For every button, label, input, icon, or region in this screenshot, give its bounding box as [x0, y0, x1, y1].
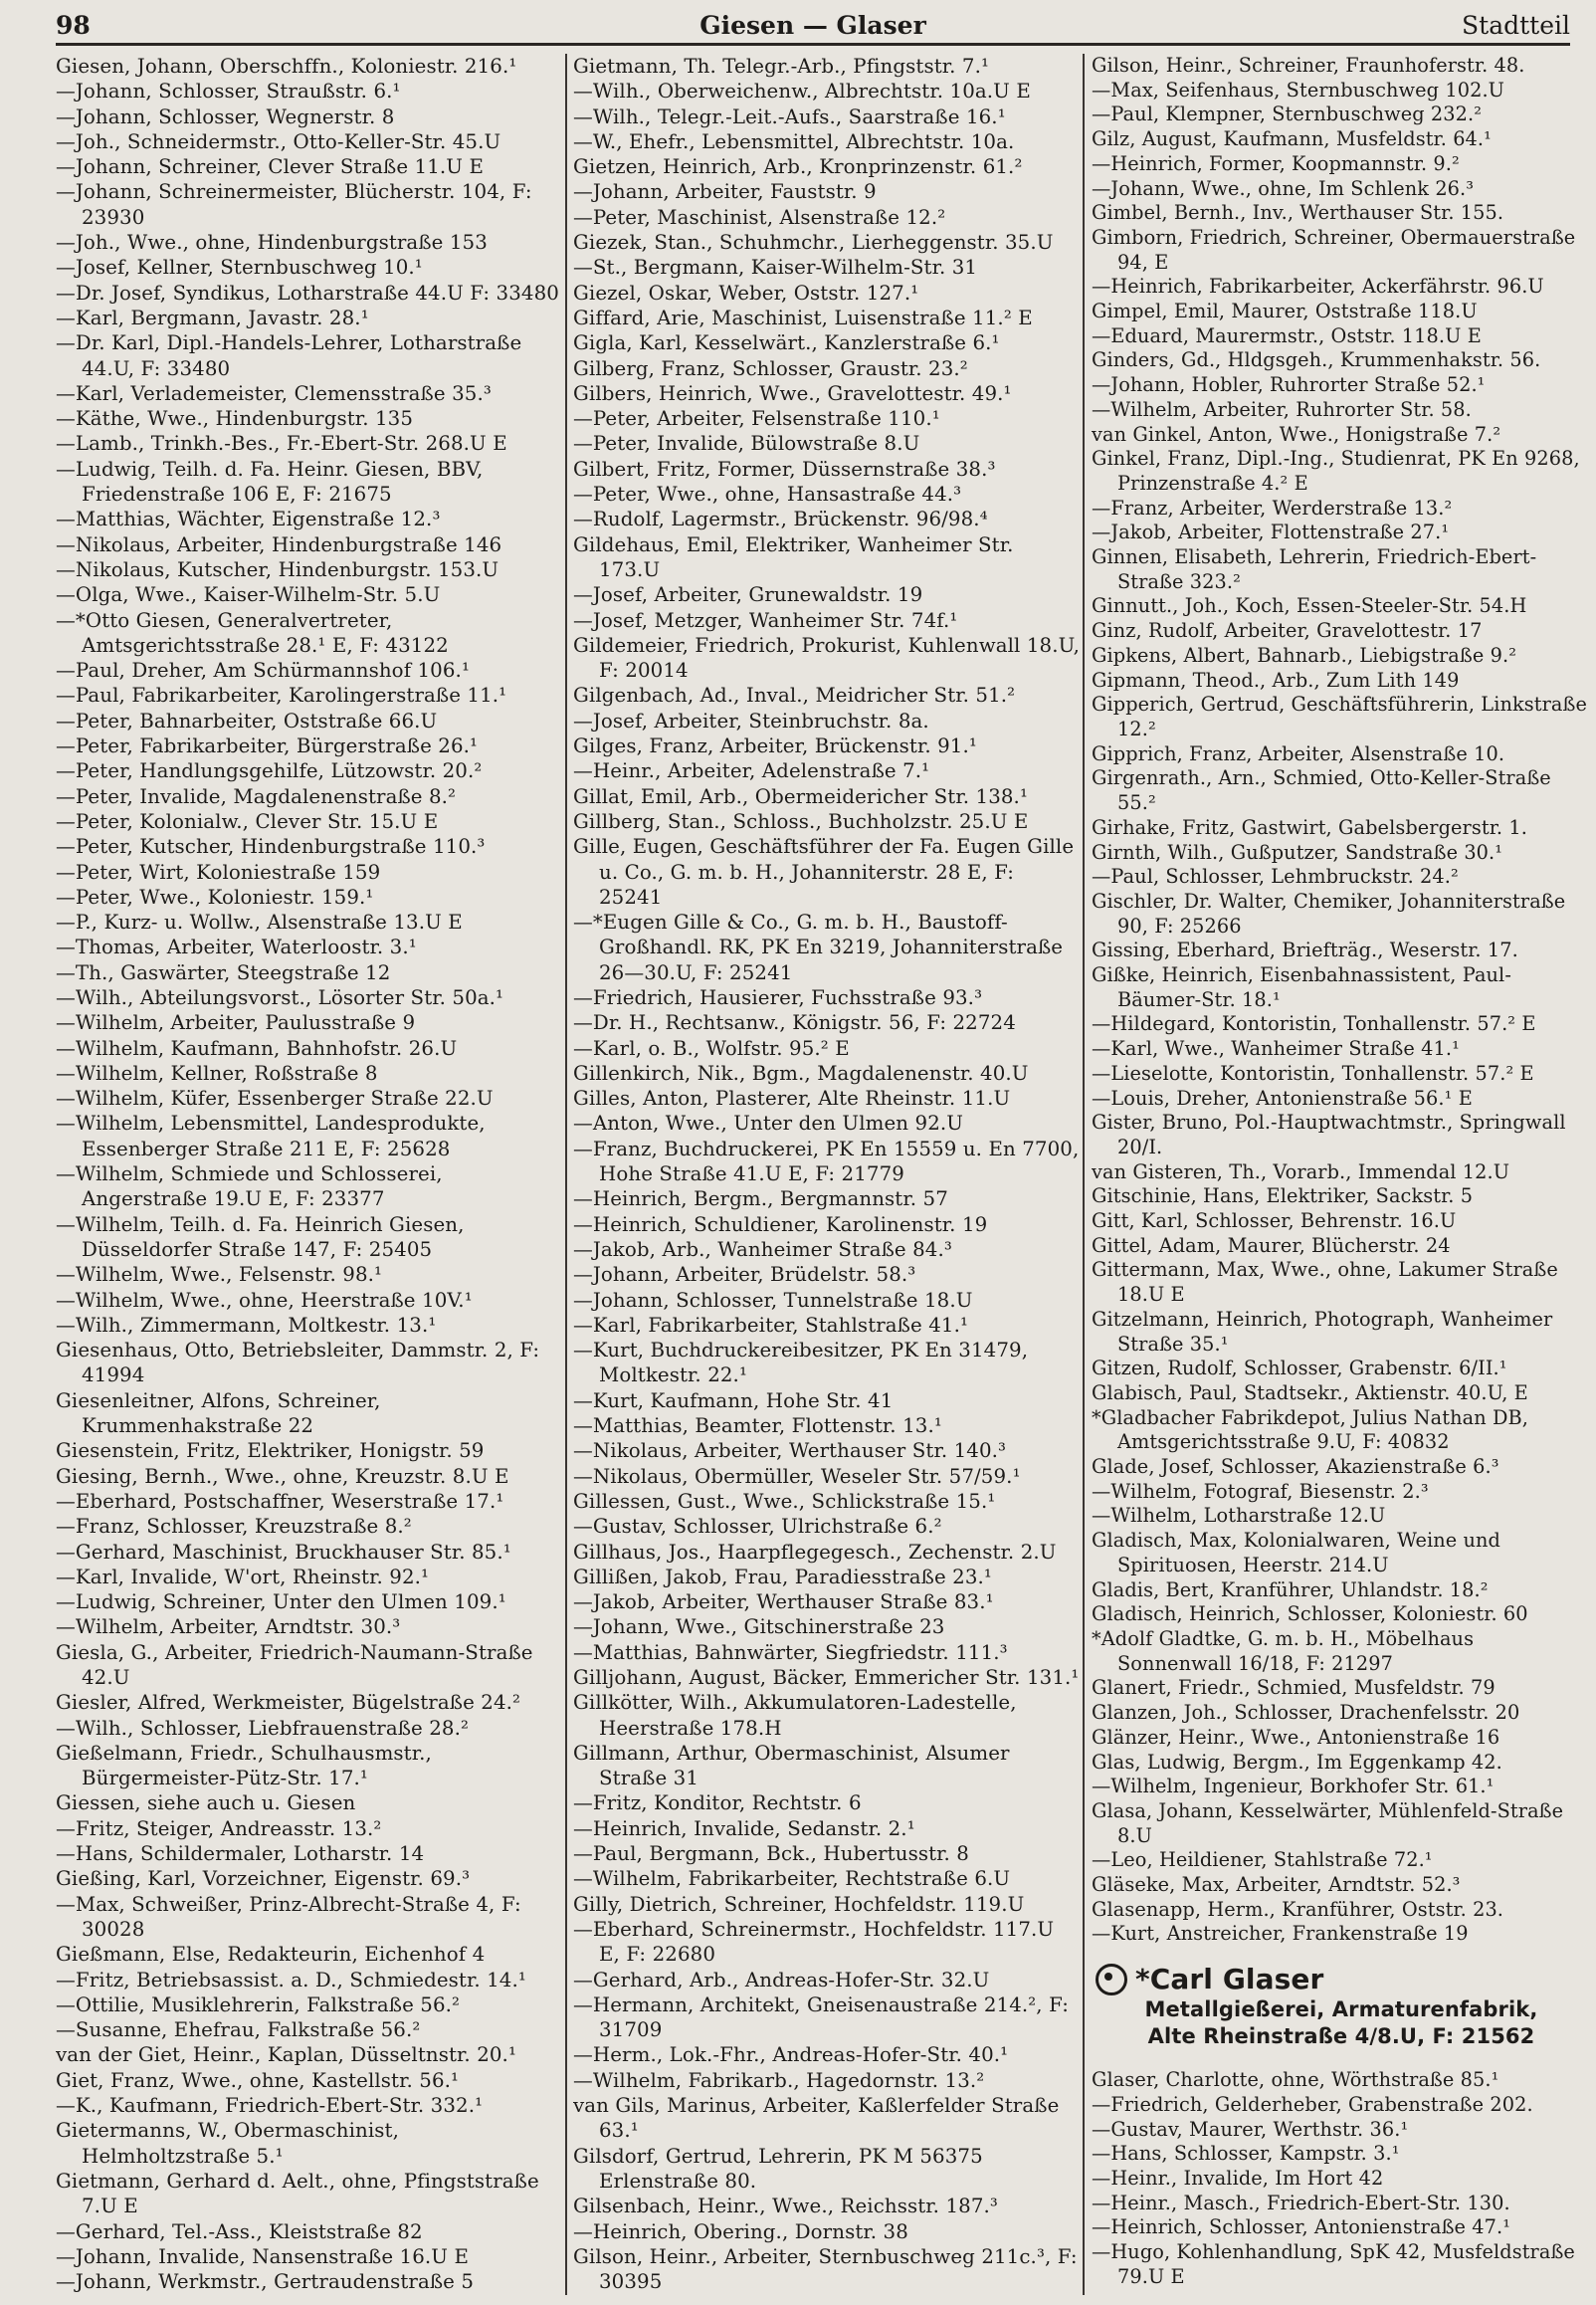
directory-entry: —Fritz, Steiger, Andreasstr. 13.² [56, 1816, 382, 1840]
directory-entry: Girnth, Wilh., Gußputzer, Sandstraße 30.¹ [1092, 840, 1503, 864]
directory-entry: Girhake, Fritz, Gastwirt, Gabelsbergerstr. 1. [1092, 815, 1527, 839]
directory-entry: —Peter, Handlungsgehilfe, Lützowstr. 20.² [56, 759, 483, 783]
directory-entry: —Peter, Wwe., ohne, Hansastraße 44.³ [573, 483, 962, 507]
directory-entry: —Lieselotte, Kontoristin, Tonhallenstr. 57.² E [1092, 1061, 1534, 1085]
directory-entry: —Heinr., Arbeiter, Adelenstraße 7.¹ [573, 759, 930, 783]
directory-entry: —Josef, Arbeiter, Steinbruchstr. 8a. [573, 709, 929, 733]
directory-entry: Gillenkirch, Nik., Bgm., Magdalenenstr. 40.U [573, 1061, 1029, 1085]
directory-entry: —Max, Seifenhaus, Sternbuschweg 102.U [1092, 78, 1505, 102]
directory-entry: Glanert, Friedr., Schmied, Musfeldstr. 79 [1092, 1676, 1496, 1700]
directory-entry: —Peter, Bahnarbeiter, Oststraße 66.U [56, 709, 438, 733]
directory-entry: —Fritz, Betriebsassist. a. D., Schmiedestr. 14.¹ [56, 1968, 526, 1991]
directory-entry: Ginders, Gd., Hldgsgeh., Krummenhakstr. 56. [1092, 348, 1541, 372]
directory-entry: —Heinr., Invalide, Im Hort 42 [1092, 2166, 1384, 2190]
directory-entry: —Dr. Karl, Dipl.-Handels-Lehrer, Lotharstraße 44.U, F: 33480 [56, 331, 522, 380]
directory-entry: —Nikolaus, Kutscher, Hindenburgstr. 153.U [56, 557, 499, 581]
directory-entry: —Eduard, Maurermstr., Oststr. 118.U E [1092, 323, 1482, 347]
directory-entry: Glabisch, Paul, Stadtsekr., Aktienstr. 40.U, E [1092, 1380, 1528, 1404]
directory-entry: Giesenhaus, Otto, Betriebsleiter, Dammstr. 2, F: 41994 [56, 1339, 540, 1387]
directory-entry: —Paul, Schlosser, Lehmbruckstr. 24.² [1092, 865, 1459, 889]
directory-entry: —St., Bergmann, Kaiser-Wilhelm-Str. 31 [573, 256, 978, 280]
directory-entry: Gilbert, Fritz, Former, Düssernstraße 38.³ [573, 457, 996, 481]
directory-entry: van der Giet, Heinr., Kaplan, Düsseltnstr. 20.¹ [56, 2043, 516, 2067]
directory-entry: Gilson, Heinr., Schreiner, Fraunhoferstr. 48. [1092, 54, 1525, 77]
directory-entry: —Peter, Fabrikarbeiter, Bürgerstraße 26.¹ [56, 734, 479, 758]
directory-entry: van Gils, Marinus, Arbeiter, Kaßlerfelder Straße 63.¹ [573, 2094, 1060, 2143]
directory-entry: —K., Kaufmann, Friedrich-Ebert-Str. 332.¹ [56, 2094, 484, 2118]
directory-entry: Giesen, Johann, Oberschffn., Koloniestr. 216.¹ [56, 55, 517, 78]
directory-entry: Gillißen, Jakob, Frau, Paradiesstraße 23.¹ [573, 1565, 992, 1588]
directory-entry: —Wilhelm, Schmiede und Schlosserei, Angerstraße 19.U E, F: 23377 [56, 1162, 443, 1211]
directory-entry: Giezek, Stan., Schuhmchr., Lierheggenstr. 35.U [573, 231, 1054, 255]
directory-entry: Giffard, Arie, Maschinist, Luisenstraße 11.² E [573, 306, 1033, 329]
directory-entry: —*Otto Giesen, Generalvertreter, Amtsgerichtsstraße 28.¹ E, F: 43122 [56, 608, 449, 657]
directory-entry: —Paul, Dreher, Am Schürmannshof 106.¹ [56, 659, 470, 683]
directory-entry: —Karl, Bergmann, Javastr. 28.¹ [56, 306, 369, 329]
directory-entry: —Gustav, Maurer, Werthstr. 36.¹ [1092, 2117, 1409, 2141]
directory-entry: van Ginkel, Anton, Wwe., Honigstraße 7.² [1092, 422, 1501, 446]
directory-entry: Giesler, Alfred, Werkmeister, Bügelstraße 24.² [56, 1691, 521, 1715]
page-number: 98 [56, 11, 91, 40]
directory-entry: —Matthias, Wächter, Eigenstraße 12.³ [56, 508, 441, 531]
directory-entry: —Susanne, Ehefrau, Falkstraße 56.² [56, 2018, 421, 2042]
directory-entry: —Wilhelm, Kellner, Roßstraße 8 [56, 1061, 378, 1085]
directory-entry: Gillessen, Gust., Wwe., Schlickstraße 15.¹ [573, 1489, 996, 1513]
directory-entry: Gilly, Dietrich, Schreiner, Hochfeldstr. 119.U [573, 1892, 1025, 1916]
directory-entry: Giessen, siehe auch u. Giesen [56, 1791, 356, 1815]
directory-entry: —Wilhelm, Ingenieur, Borkhofer Str. 61.¹ [1092, 1775, 1495, 1798]
directory-entry: Gilges, Franz, Arbeiter, Brückenstr. 91.¹ [573, 734, 977, 758]
directory-entry: Giesenleitner, Alfons, Schreiner, Krummenhakstraße 22 [56, 1388, 381, 1438]
directory-entry: —Eberhard, Postschaffner, Weserstraße 17.¹ [56, 1489, 504, 1513]
directory-entry: —Jakob, Arb., Wanheimer Straße 84.³ [573, 1237, 952, 1261]
column-2 [573, 54, 1081, 2295]
directory-entry: Gipkens, Albert, Bahnarb., Liebigstraße 9.² [1092, 643, 1517, 667]
directory-entry: —Wilhelm, Arbeiter, Arndtstr. 30.³ [56, 1615, 401, 1639]
directory-entry: Gipprich, Franz, Arbeiter, Alsenstraße 10. [1092, 741, 1505, 765]
directory-entry: —Heinrich, Former, Koopmannstr. 9.² [1092, 151, 1460, 175]
directory-entry: Gilljohann, August, Bäcker, Emmericher Str. 131.¹ [573, 1666, 1080, 1689]
directory-entry: —Hugo, Kohlenhandlung, SpK 42, Musfeldstraße 79.U E [1092, 2240, 1575, 2288]
directory-entry: —Olga, Wwe., Kaiser-Wilhelm-Str. 5.U [56, 583, 441, 607]
directory-entry: Gladis, Bert, Kranführer, Uhlandstr. 18.² [1092, 1577, 1489, 1601]
directory-entry: —Gerhard, Arb., Andreas-Hofer-Str. 32.U [573, 1968, 990, 1991]
directory-entry: —W., Ehefr., Lebensmittel, Albrechtstr. 10a. [573, 129, 1015, 153]
directory-entry: Gietermanns, W., Obermaschinist, Helmholtzstraße 5.¹ [56, 2119, 399, 2168]
directory-entry: Glasa, Johann, Kesselwärter, Mühlenfeld-Straße 8.U [1092, 1798, 1564, 1847]
directory-entry: —Josef, Kellner, Sternbuschweg 10.¹ [56, 256, 423, 280]
column-divider [1083, 54, 1085, 2295]
directory-entry: Ginz, Rudolf, Arbeiter, Gravelottestr. 17 [1092, 619, 1483, 643]
directory-entry: Gildehaus, Emil, Elektriker, Wanheimer Str. 173.U [573, 532, 1014, 581]
directory-entry: Gischler, Dr. Walter, Chemiker, Johanniterstraße 90, F: 25266 [1092, 889, 1566, 938]
directory-entry: —Louis, Dreher, Antonienstraße 56.¹ E [1092, 1086, 1473, 1110]
directory-entry: —Friedrich, Gelderheber, Grabenstraße 202. [1092, 2092, 1533, 2116]
directory-entry: Gipmann, Theod., Arb., Zum Lith 149 [1092, 668, 1460, 692]
directory-entry: —Matthias, Bahnwärter, Siegfriedstr. 111.³ [573, 1640, 1008, 1664]
directory-entry: —Wilhelm, Fotograf, Biesenstr. 2.³ [1092, 1479, 1429, 1503]
directory-entry: —Wilh., Schlosser, Liebfrauenstraße 28.² [56, 1716, 470, 1740]
directory-entry: —Heinrich, Schlosser, Antonienstraße 47.¹ [1092, 2215, 1511, 2239]
directory-entry: Gilbers, Heinrich, Wwe., Gravelottestr. 49.¹ [573, 381, 1012, 405]
directory-entry: —Anton, Wwe., Unter den Ulmen 92.U [573, 1112, 964, 1136]
directory-entry: Gillkötter, Wilh., Akkumulatoren-Ladestelle, Heerstraße 178.H [573, 1691, 1017, 1740]
directory-entry: —Paul, Klempner, Sternbuschweg 232.² [1092, 103, 1483, 126]
directory-entry: —Nikolaus, Arbeiter, Hindenburgstraße 146 [56, 532, 502, 556]
directory-entry: —Franz, Buchdruckerei, PK En 15559 u. En 7700, Hohe Straße 41.U E, F: 21779 [573, 1137, 1080, 1186]
directory-entry: —Dr. H., Rechtsanw., Königstr. 56, F: 22724 [573, 1011, 1016, 1035]
directory-entry: —Ottilie, Musiklehrerin, Falkstraße 56.² [56, 1992, 461, 2016]
directory-entry: —Wilhelm, Fabrikarbeiter, Rechtstraße 6.U [573, 1867, 1011, 1891]
column-1 [56, 54, 563, 2295]
directory-entry: Gießing, Karl, Vorzeichner, Eigenstr. 69.³ [56, 1867, 471, 1891]
directory-entry: Giesing, Bernh., Wwe., ohne, Kreuzstr. 8.U E [56, 1464, 509, 1488]
directory-entry: *Adolf Gladtke, G. m. b. H., Möbelhaus Sonnenwall 16/18, F: 21297 [1092, 1627, 1475, 1675]
directory-entry: —Eberhard, Schreinermstr., Hochfeldstr. 117.U E, F: 22680 [573, 1917, 1055, 1967]
page-header [56, 0, 1570, 46]
directory-entry: —Karl, Invalide, W'ort, Rheinstr. 92.¹ [56, 1565, 430, 1588]
directory-entry: Ginnen, Elisabeth, Lehrerin, Friedrich-Ebert-Straße 323.² [1092, 545, 1537, 593]
directory-entry: —*Eugen Gille & Co., G. m. b. H., Baustoff-Großhandl. RK, PK En 3219, Johanniterstraße 26—30.U, F: 25241 [573, 911, 1064, 984]
directory-entry: —Kurt, Kaufmann, Hohe Str. 41 [573, 1388, 894, 1412]
company-logo-icon [1096, 1964, 1127, 1995]
directory-entry: Gipperich, Gertrud, Geschäftsführerin, Linkstraße 12.² [1092, 693, 1588, 740]
directory-entry: —Gerhard, Maschinist, Bruckhauser Str. 85.¹ [56, 1540, 511, 1564]
column-3 [1092, 54, 1591, 2295]
directory-entry: Gießelmann, Friedr., Schulhausmstr., Bürgermeister-Pütz-Str. 17.¹ [56, 1741, 432, 1790]
column-divider [565, 54, 567, 2295]
directory-entry: —Th., Gaswärter, Steegstraße 12 [56, 960, 391, 984]
directory-entry: Gißke, Heinrich, Eisenbahnassistent, Paul-Bäumer-Str. 18.¹ [1092, 963, 1511, 1011]
directory-entry: —Heinrich, Schuldiener, Karolinenstr. 19 [573, 1212, 988, 1236]
directory-entry: Gimborn, Friedrich, Schreiner, Obermauerstraße 94, E [1092, 225, 1576, 274]
section-label: Stadtteil [1462, 11, 1570, 40]
directory-entry: Gläseke, Max, Arbeiter, Arndtstr. 52.³ [1092, 1873, 1461, 1897]
directory-entry: —Johann, Wwe., Gitschinerstraße 23 [573, 1615, 945, 1639]
directory-entry: —Leo, Heildiener, Stahlstraße 72.¹ [1092, 1848, 1433, 1872]
directory-entry: —Johann, Arbeiter, Brüdelstr. 58.³ [573, 1263, 916, 1287]
directory-entry: —Johann, Werkmstr., Gertraudenstraße 5 [56, 2270, 475, 2294]
directory-entry: Giesenstein, Fritz, Elektriker, Honigstr. 59 [56, 1439, 485, 1463]
directory-entry: —Peter, Wwe., Koloniestr. 159.¹ [56, 885, 374, 909]
directory-entry: —Wilh., Oberweichenw., Albrechtstr. 10a.U E [573, 80, 1031, 104]
directory-entry: Gilles, Anton, Plasterer, Alte Rheinstr. 11.U [573, 1087, 1011, 1111]
directory-entry: Gilsenbach, Heinr., Wwe., Reichsstr. 187.³ [573, 2195, 998, 2218]
directory-entry: —Wilhelm, Wwe., Felsenstr. 98.¹ [56, 1263, 383, 1287]
directory-entry: —Heinrich, Fabrikarbeiter, Ackerfährstr. 96.U [1092, 275, 1544, 299]
directory-entry: Gittel, Adam, Maurer, Blücherstr. 24 [1092, 1233, 1451, 1257]
directory-entry: *Gladbacher Fabrikdepot, Julius Nathan DB, Amtsgerichtsstraße 9.U, F: 40832 [1092, 1405, 1528, 1454]
directory-entry: Gildemeier, Friedrich, Prokurist, Kuhlenwall 18.U, F: 20014 [573, 633, 1080, 683]
column-3-entries-bottom [1092, 2068, 1591, 2289]
directory-entry: Gilz, August, Kaufmann, Musfeldstr. 64.¹ [1092, 127, 1492, 151]
directory-entry: —Herm., Lok.-Fhr., Andreas-Hofer-Str. 40.¹ [573, 2043, 1009, 2067]
directory-entry: —Peter, Invalide, Magdalenenstraße 8.² [56, 784, 457, 808]
directory-entry: —Gerhard, Tel.-Ass., Kleiststraße 82 [56, 2219, 423, 2243]
directory-entry: —Wilhelm, Kaufmann, Bahnhofstr. 26.U [56, 1036, 458, 1060]
directory-entry: Gietmann, Th. Telegr.-Arb., Pfingststr. 7.¹ [573, 55, 990, 78]
directory-entry: —Fritz, Konditor, Rechtstr. 6 [573, 1791, 862, 1815]
directory-entry: Gille, Eugen, Geschäftsführer der Fa. Eugen Gille u. Co., G. m. b. H., Johanniterstr. 28 E, F: 25241 [573, 835, 1075, 909]
directory-entry: Gilson, Heinr., Arbeiter, Sternbuschweg 211c.³, F: 30395 [573, 2244, 1078, 2294]
directory-entry: —Max, Schweißer, Prinz-Albrecht-Straße 4, F: 30028 [56, 1892, 521, 1941]
directory-entry: —Joh., Wwe., ohne, Hindenburgstraße 153 [56, 231, 488, 255]
directory-entry: —Wilhelm, Wwe., ohne, Heerstraße 10V.¹ [56, 1288, 473, 1312]
directory-entry: —Heinrich, Bergm., Bergmannstr. 57 [573, 1187, 948, 1211]
directory-entry: —Franz, Schlosser, Kreuzstraße 8.² [56, 1515, 412, 1539]
directory-entry: —Karl, o. B., Wolfstr. 95.² E [573, 1036, 850, 1060]
directory-entry: Gladisch, Heinrich, Schlosser, Koloniestr. 60 [1092, 1602, 1528, 1626]
directory-entry: —Nikolaus, Arbeiter, Werthauser Str. 140.³ [573, 1439, 1007, 1463]
directory-entry: —Wilhelm, Lebensmittel, Landesprodukte, Essenberger Straße 211 E, F: 25628 [56, 1112, 486, 1160]
directory-entry: Girgenrath., Arn., Schmied, Otto-Keller-Straße 55.² [1092, 766, 1551, 815]
directory-entry: —Hildegard, Kontoristin, Tonhallenstr. 57.² E [1092, 1012, 1536, 1036]
directory-entry: Gietzen, Heinrich, Arb., Kronprinzenstr. 61.² [573, 155, 1023, 179]
directory-entry: —Wilhelm, Lotharstraße 12.U [1092, 1504, 1386, 1528]
directory-entry: —Johann, Schlosser, Wegnerstr. 8 [56, 105, 395, 128]
directory-entry: Giet, Franz, Wwe., ohne, Kastellstr. 56.¹ [56, 2068, 460, 2092]
directory-entry: —Peter, Kutscher, Hindenburgstraße 110.³ [56, 835, 486, 859]
directory-entry: —Karl, Wwe., Wanheimer Straße 41.¹ [1092, 1037, 1460, 1061]
directory-entry: —Johann, Schreinermeister, Blücherstr. 104, F: 23930 [56, 180, 532, 229]
directory-entry: —Johann, Hobler, Ruhrorter Straße 52.¹ [1092, 373, 1486, 397]
directory-entry: —Paul, Bergmann, Bck., Hubertusstr. 8 [573, 1842, 969, 1866]
directory-entry: —Johann, Schreiner, Clever Straße 11.U E [56, 155, 484, 179]
directory-entry: Gilsdorf, Gertrud, Lehrerin, PK M 56375 Erlenstraße 80. [573, 2144, 983, 2193]
directory-entry: Gimbel, Bernh., Inv., Werthauser Str. 155. [1092, 201, 1504, 225]
directory-entry: —Heinrich, Obering., Dornstr. 38 [573, 2219, 908, 2243]
directory-entry: —Ludwig, Schreiner, Unter den Ulmen 109.¹ [56, 1590, 506, 1614]
directory-entry: Gitzen, Rudolf, Schlosser, Grabenstr. 6/II.¹ [1092, 1357, 1507, 1380]
directory-entry: —Wilh., Abteilungsvorst., Lösorter Str. 50a.¹ [56, 985, 504, 1009]
directory-entry: —P., Kurz- u. Wollw., Alsenstraße 13.U E [56, 911, 463, 935]
directory-entry: Gietmann, Gerhard d. Aelt., ohne, Pfingststraße 7.U E [56, 2169, 539, 2218]
directory-entry: Gillhaus, Jos., Haarpflegegesch., Zechenstr. 2.U [573, 1540, 1057, 1564]
directory-entry: —Ludwig, Teilh. d. Fa. Heinr. Giesen, BBV, Friedenstraße 106 E, F: 21675 [56, 457, 484, 507]
directory-entry: —Rudolf, Lagermstr., Brückenstr. 96/98.⁴ [573, 508, 988, 531]
directory-entry: —Wilh., Zimmermann, Moltkestr. 13.¹ [56, 1313, 437, 1337]
directory-entry: —Jakob, Arbeiter, Werthauser Straße 83.¹ [573, 1590, 994, 1614]
directory-entry: Glasenapp, Herm., Kranführer, Oststr. 23. [1092, 1897, 1504, 1921]
directory-entry: —Nikolaus, Obermüller, Weseler Str. 57/59.¹ [573, 1464, 1021, 1488]
directory-entry: Gittermann, Max, Wwe., ohne, Lakumer Straße 18.U E [1092, 1258, 1558, 1307]
directory-entry: —Karl, Fabrikarbeiter, Stahlstraße 41.¹ [573, 1313, 968, 1337]
directory-entry: —Johann, Wwe., ohne, Im Schlenk 26.³ [1092, 176, 1475, 200]
directory-entry: —Käthe, Wwe., Hindenburgstr. 135 [56, 407, 414, 431]
directory-entry: —Lamb., Trinkh.-Bes., Fr.-Ebert-Str. 268.U E [56, 432, 507, 456]
directory-entry: Gister, Bruno, Pol.-Hauptwachtmstr., Springwall 20/I. [1092, 1111, 1566, 1158]
directory-entry: Gissing, Eberhard, Briefträg., Weserstr. 17. [1092, 939, 1518, 962]
directory-entry: Giezel, Oskar, Weber, Oststr. 127.¹ [573, 281, 919, 305]
directory-entry: —Johann, Schlosser, Straußstr. 6.¹ [56, 80, 401, 104]
page-title: Giesen — Glaser [699, 11, 926, 40]
directory-entry: —Peter, Kolonialw., Clever Str. 15.U E [56, 809, 439, 833]
directory-entry: —Joh., Schneidermstr., Otto-Keller-Str. 45.U [56, 129, 501, 153]
directory-entry: Giesla, G., Arbeiter, Friedrich-Naumann-Straße 42.U [56, 1640, 533, 1689]
directory-entry: —Kurt, Anstreicher, Frankenstraße 19 [1092, 1922, 1469, 1946]
ad-company-name: *Carl Glaser [1135, 1963, 1324, 1996]
directory-entry: —Peter, Maschinist, Alsenstraße 12.² [573, 205, 946, 229]
directory-entry: —Kurt, Buchdruckereibesitzer, PK En 31479, Moltkestr. 22.¹ [573, 1339, 1029, 1387]
directory-entry: —Peter, Invalide, Bülowstraße 8.U [573, 432, 920, 456]
directory-entry: —Peter, Wirt, Koloniestraße 159 [56, 860, 381, 884]
directory-entry: Gilberg, Franz, Schlosser, Graustr. 23.² [573, 356, 968, 380]
directory-entry: Gillat, Emil, Arb., Obermeidericher Str. 138.¹ [573, 784, 1028, 808]
directory-entry: Glanzen, Joh., Schlosser, Drachenfelsstr. 20 [1092, 1701, 1520, 1725]
directory-entry: —Wilhelm, Teilh. d. Fa. Heinrich Giesen, Düsseldorfer Straße 147, F: 25405 [56, 1212, 465, 1261]
directory-entry: —Karl, Verlademeister, Clemensstraße 35.³ [56, 381, 492, 405]
directory-entry: Gitt, Karl, Schlosser, Behrenstr. 16.U [1092, 1209, 1457, 1233]
directory-entry: —Peter, Arbeiter, Felsenstraße 110.¹ [573, 407, 940, 431]
directory-entry: Gladisch, Max, Kolonialwaren, Weine und Spirituosen, Heerstr. 214.U [1092, 1529, 1500, 1576]
ad-line-2: Alte Rheinstraße 4/8.U, F: 21562 [1147, 2024, 1535, 2049]
directory-entry: —Josef, Metzger, Wanheimer Str. 74f.¹ [573, 608, 958, 632]
directory-entry: —Hans, Schildermaler, Lotharstr. 14 [56, 1842, 425, 1866]
directory-entry: —Heinrich, Invalide, Sedanstr. 2.¹ [573, 1816, 915, 1840]
directory-entry: Glas, Ludwig, Bergm., Im Eggenkamp 42. [1092, 1750, 1502, 1774]
directory-entry: —Jakob, Arbeiter, Flottenstraße 27.¹ [1092, 521, 1450, 544]
directory-entry: Gigla, Karl, Kesselwärt., Kanzlerstraße 6.¹ [573, 331, 1000, 355]
directory-entry: Gimpel, Emil, Maurer, Oststraße 118.U [1092, 300, 1478, 323]
directory-entry: —Johann, Arbeiter, Fauststr. 9 [573, 180, 877, 204]
directory-entry: Gitschinie, Hans, Elektriker, Sackstr. 5 [1092, 1184, 1474, 1208]
directory-entry: Ginkel, Franz, Dipl.-Ing., Studienrat, PK En 9268, Prinzenstraße 4.² E [1092, 447, 1580, 495]
directory-entry: Glade, Josef, Schlosser, Akazienstraße 6.³ [1092, 1455, 1499, 1479]
directory-entry: —Johann, Schlosser, Tunnelstraße 18.U [573, 1288, 973, 1312]
directory-entry: —Wilhelm, Arbeiter, Paulusstraße 9 [56, 1011, 416, 1035]
directory-entry: Glänzer, Heinr., Wwe., Antonienstraße 16 [1092, 1725, 1500, 1749]
directory-entry: —Wilhelm, Arbeiter, Ruhrorter Str. 58. [1092, 397, 1472, 421]
directory-entry: Gillmann, Arthur, Obermaschinist, Alsumer Straße 31 [573, 1741, 1010, 1790]
directory-entry: —Wilhelm, Küfer, Essenberger Straße 22.U [56, 1087, 494, 1111]
directory-entry: Ginnutt., Joh., Koch, Essen-Steeler-Str. 54.H [1092, 594, 1527, 618]
directory-entry: —Dr. Josef, Syndikus, Lotharstraße 44.U F: 33480 [56, 281, 559, 305]
directory-entry: Gillberg, Stan., Schloss., Buchholzstr. 25.U E [573, 809, 1029, 833]
directory-entry: Gitzelmann, Heinrich, Photograph, Wanheimer Straße 35.¹ [1092, 1307, 1553, 1356]
ad-line-1: Metallgießerei, Armaturenfabrik, [1144, 1997, 1538, 2022]
directory-entry: Glaser, Charlotte, ohne, Wörthstraße 85.¹ [1092, 2068, 1499, 2092]
advertisement-carl-glaser [1092, 1963, 1591, 2050]
directory-entry: —Josef, Arbeiter, Grunewaldstr. 19 [573, 583, 923, 607]
column-3-entries-top [1092, 54, 1591, 1947]
directory-entry: Gießmann, Else, Redakteurin, Eichenhof 4 [56, 1943, 486, 1967]
directory-entry: —Wilhelm, Fabrikarb., Hagedornstr. 13.² [573, 2068, 985, 2092]
directory-entry: —Paul, Fabrikarbeiter, Karolingerstraße 11.¹ [56, 684, 507, 708]
directory-entry: —Hermann, Architekt, Gneisenaustraße 214.², F: 31709 [573, 1992, 1069, 2042]
directory-entry: —Franz, Arbeiter, Werderstraße 13.² [1092, 496, 1453, 520]
directory-entry: —Thomas, Arbeiter, Waterloostr. 3.¹ [56, 936, 417, 959]
directory-entry: —Gustav, Schlosser, Ulrichstraße 6.² [573, 1515, 942, 1539]
directory-entry: —Matthias, Beamter, Flottenstr. 13.¹ [573, 1414, 942, 1438]
directory-entry: Gilgenbach, Ad., Inval., Meidricher Str. 51.² [573, 684, 1016, 708]
directory-entry: —Hans, Schlosser, Kampstr. 3.¹ [1092, 2142, 1400, 2166]
directory-entry: —Wilh., Telegr.-Leit.-Aufs., Saarstraße 16.¹ [573, 105, 1006, 128]
directory-entry: —Friedrich, Hausierer, Fuchsstraße 93.³ [573, 985, 983, 1009]
directory-entry: —Johann, Invalide, Nansenstraße 16.U E [56, 2244, 469, 2268]
directory-entry: van Gisteren, Th., Vorarb., Immendal 12.U [1092, 1159, 1510, 1183]
directory-entry: —Heinr., Masch., Friedrich-Ebert-Str. 130. [1092, 2191, 1510, 2214]
